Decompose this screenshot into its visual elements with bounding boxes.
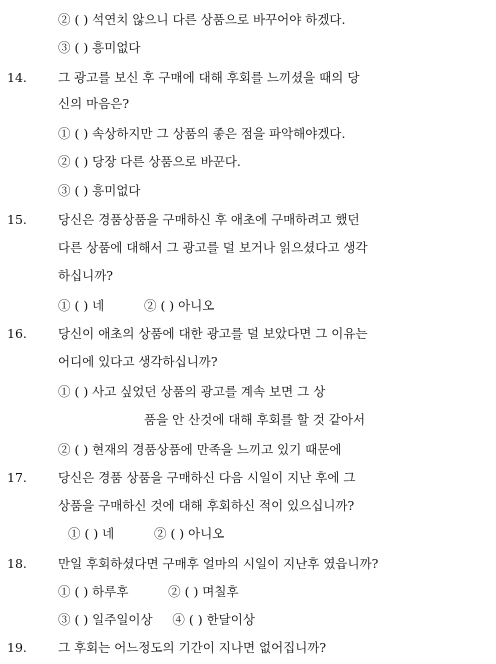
option-line: ② ( ) 석연치 않으니 다른 상품으로 바꾸어야 하겠다. [58,12,346,27]
question-text: 당신은 경품상품을 구매하신 후 애초에 구매하려고 했던 [58,212,360,227]
option-line: ① ( ) 네 ② ( ) 아니오 [58,298,215,313]
question-number: 16. [7,326,27,341]
question-text: 신의 마음은? [58,96,130,111]
question-text: 상품을 구매하신 것에 대해 후회하신 적이 있으십니까? [58,498,355,513]
question-number: 15. [7,212,27,227]
option-line: ③ ( ) 흥미없다 [58,40,141,55]
option-line: ③ ( ) 일주일이상 ④ ( ) 한달이상 [58,612,255,627]
question-text: 그 광고를 보신 후 구매에 대해 후회를 느끼셨을 때의 당 [58,70,360,85]
option-line: ① ( ) 사고 싶었던 상품의 광고를 계속 보면 그 상 [58,384,326,399]
option-line: ② ( ) 당장 다른 상품으로 바꾼다. [58,154,241,169]
option-line: ① ( ) 네 ② ( ) 아니오 [68,526,225,541]
option-line: ③ ( ) 흥미없다 [58,183,141,198]
question-text: 그 후회는 어느정도의 기간이 지나면 없어집니까? [58,640,327,655]
question-text: 다른 상품에 대해서 그 광고를 덜 보거나 읽으셨다고 생각 [58,240,368,255]
question-number: 17. [7,470,27,485]
question-text: 당신이 애초의 상품에 대한 광고를 덜 보았다면 그 이유는 [58,326,368,341]
option-line: ② ( ) 현재의 경품상품에 만족을 느끼고 있기 때문에 [58,442,342,457]
question-text: 하십니까? [58,268,114,283]
question-text: 만일 후회하셨다면 구매후 얼마의 시일이 지난후 였읍니까? [58,556,379,571]
question-number: 14. [7,70,27,85]
option-line: ① ( ) 하루후 ② ( ) 며칠후 [58,584,239,599]
option-line-continued: 품을 안 산것에 대해 후회를 할 것 같아서 [144,412,366,427]
question-text: 어디에 있다고 생각하십니까? [58,354,218,369]
option-line: ① ( ) 속상하지만 그 상품의 좋은 점을 파악해야겠다. [58,126,346,141]
question-number: 18. [7,556,27,571]
question-number: 19. [7,640,27,655]
question-text: 당신은 경품 상품을 구매하신 다음 시일이 지난 후에 그 [58,470,356,485]
